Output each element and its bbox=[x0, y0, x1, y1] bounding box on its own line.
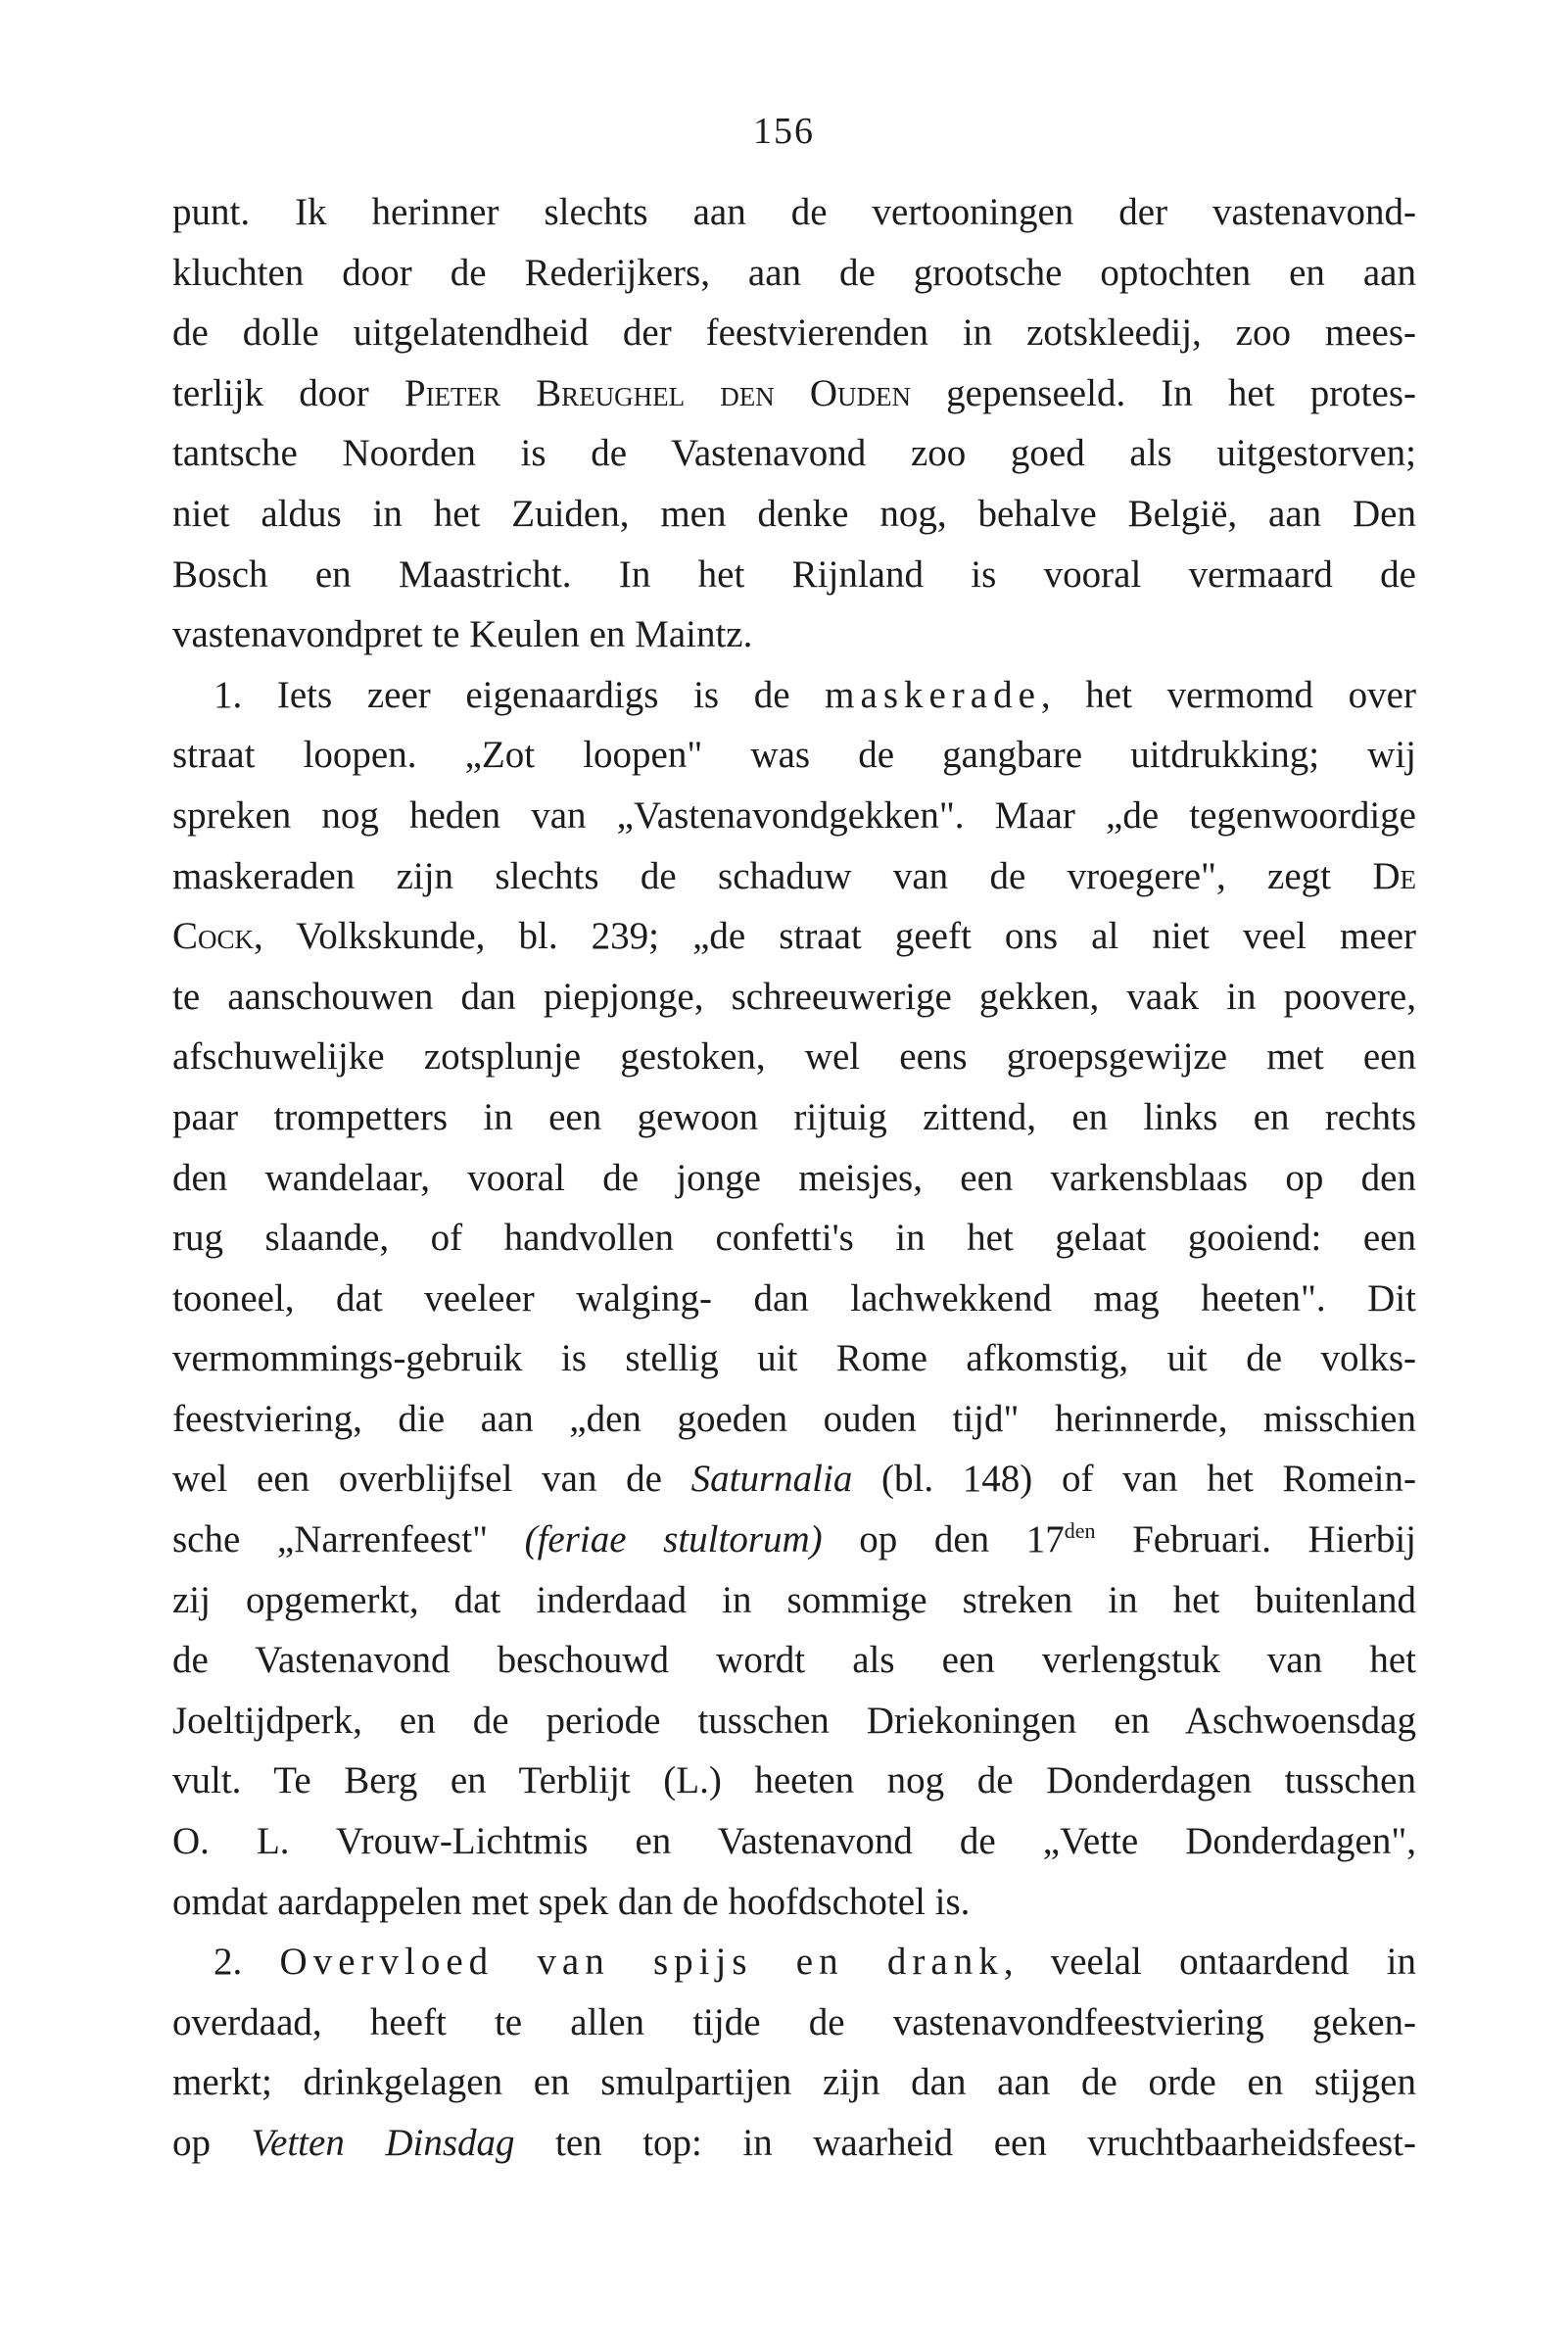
text-line: Bosch en Maastricht. In het Rijnland is vooral vermaard de bbox=[172, 552, 1416, 596]
text-line-paragraph-1: 1. Iets zeer eigenaardigs is de maskerade, het vermomd over bbox=[214, 673, 1416, 716]
text-line: wel een overblijfsel van de Saturnalia (bl. 148) of van het Romein- bbox=[172, 1458, 1416, 1501]
italic-term: Saturnalia bbox=[690, 1458, 853, 1501]
text-line: punt. Ik herinner slechts aan de vertooningen der vastenavond- bbox=[172, 191, 1416, 233]
page-number: 156 bbox=[753, 111, 815, 152]
text-line: vermommings-gebruik is stellig uit Rome afkomstig, uit de volks- bbox=[172, 1337, 1416, 1380]
text-line: O. L. Vrouw-Lichtmis en Vastenavond de „Vette Donderdagen", bbox=[172, 1820, 1416, 1863]
text-line: maskeraden zijn slechts de schaduw van de vroegere", zegt De bbox=[172, 854, 1416, 897]
text-line: paar trompetters in een gewoon rijtuig zittend, en links en rechts bbox=[172, 1095, 1416, 1138]
text-line: terlijk door Pieter Breughel den Ouden gepenseeld. In het protes- bbox=[172, 371, 1416, 414]
author-name: Pieter Breughel den Ouden bbox=[404, 371, 912, 414]
text-line: merkt; drinkgelagen en smulpartijen zijn dan aan de orde en stijgen bbox=[172, 2061, 1416, 2104]
italic-term: (feriae stultorum) bbox=[524, 1518, 823, 1561]
superscript: den bbox=[1064, 1518, 1096, 1544]
text-line: straat loopen. „Zot loopen" was de gangbare uitdrukking; wij bbox=[172, 734, 1416, 777]
text-line: vastenavondpret te Keulen en Maintz. bbox=[172, 613, 753, 656]
author-name: De bbox=[1372, 854, 1416, 897]
text-line: Cock, Volkskunde, bl. 239; „de straat geeft ons al niet veel meer bbox=[172, 915, 1416, 958]
text-line: rug slaande, of handvollen confetti's in het gelaat gooiend: een bbox=[172, 1217, 1416, 1260]
text-line: spreken nog heden van „Vastenavondgekken". Maar „de tegenwoordige bbox=[172, 793, 1416, 837]
text-line: feestviering, die aan „den goeden ouden tijd" herinnerde, misschien bbox=[172, 1397, 1416, 1440]
emphasis-overvloed: Overvloed van spijs en drank bbox=[279, 1941, 1004, 1984]
text-line: tooneel, dat veeleer walging- dan lachwekkend mag heeten". Dit bbox=[172, 1276, 1416, 1320]
text-line: kluchten door de Rederijkers, aan de grootsche optochten en aan bbox=[172, 251, 1416, 294]
text-line: de Vastenavond beschouwd wordt als een verlengstuk van het bbox=[172, 1639, 1416, 1682]
text-line: Joeltijdperk, en de periode tusschen Driekoningen en Aschwoensdag bbox=[172, 1699, 1416, 1742]
text-line: sche „Narrenfeest" (feriae stultorum) op den $17^{den}$ Februari. Hierbij bbox=[172, 1518, 1416, 1561]
text-line: afschuwelijke zotsplunje gestoken, wel eens groepsgewijze met een bbox=[172, 1035, 1416, 1079]
text-line: den wandelaar, vooral de jonge meisjes, een varkensblaas op den bbox=[172, 1156, 1416, 1199]
author-name: Cock bbox=[172, 915, 255, 958]
text-line: op Vetten Dinsdag ten top: in waarheid een vruchtbaarheidsfeest- bbox=[172, 2122, 1416, 2164]
text-line: tantsche Noorden is de Vastenavond zoo goed als uitgestorven; bbox=[172, 432, 1416, 475]
text-line: niet aldus in het Zuiden, men denke nog, behalve België, aan Den bbox=[172, 492, 1416, 535]
emphasis-maskerade: maskerade bbox=[825, 673, 1041, 716]
text-line: de dolle uitgelatendheid der feestvierenden in zotskleedij, zoo mees- bbox=[172, 312, 1416, 355]
text-line: overdaad, heeft te allen tijde de vastenavondfeestviering geken- bbox=[172, 2000, 1416, 2043]
text-line: vult. Te Berg en Terblijt (L.) heeten nog de Donderdagen tusschen bbox=[172, 1759, 1416, 1802]
body-text bbox=[172, 182, 1416, 2174]
italic-term: Vetten Dinsdag bbox=[251, 2122, 515, 2164]
text-line: zij opgemerkt, dat inderdaad in sommige streken in het buitenland bbox=[172, 1578, 1416, 1621]
text-line: omdat aardappelen met spek dan de hoofdschotel is. bbox=[172, 1880, 971, 1923]
text-line-paragraph-2: 2. Overvloed van spijs en drank, veelal ontaardend in bbox=[214, 1941, 1416, 1984]
text-line: te aanschouwen dan piepjonge, schreeuwerige gekken, vaak in poovere, bbox=[172, 975, 1416, 1018]
